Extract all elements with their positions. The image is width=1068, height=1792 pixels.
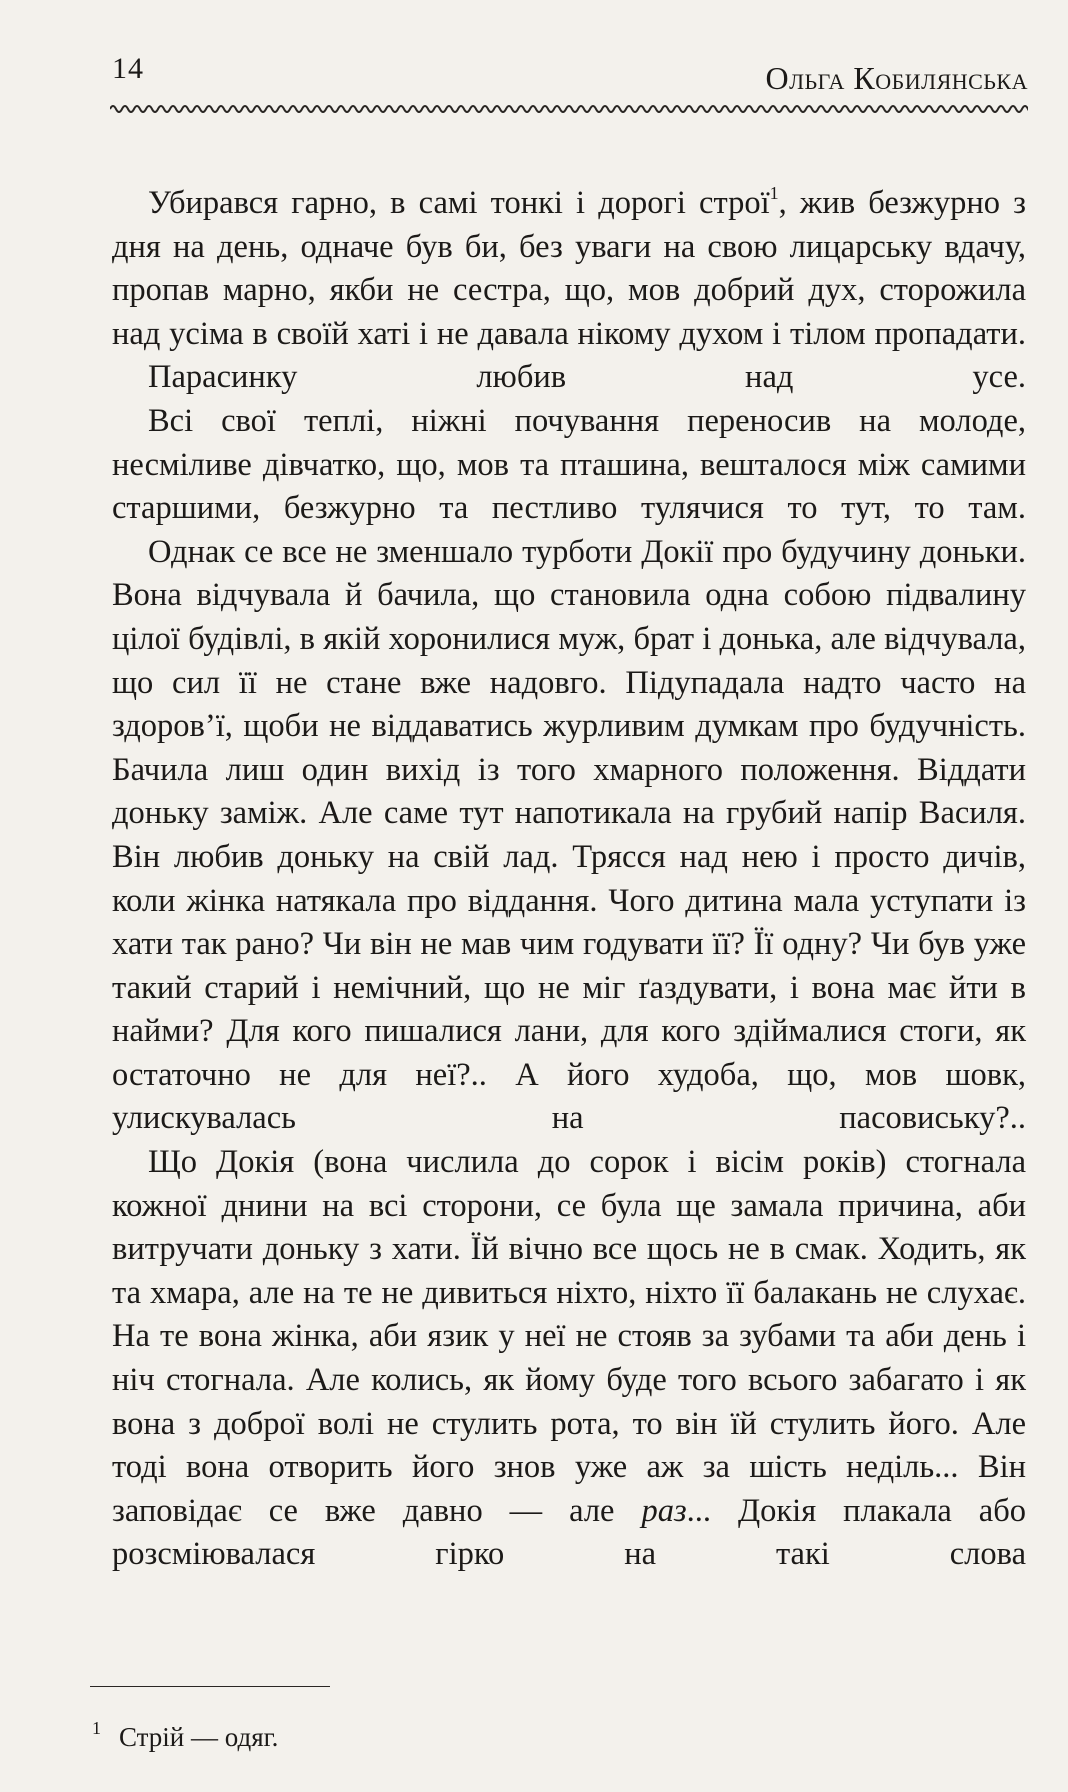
footnote-text: Стрій — одяг.: [119, 1722, 279, 1752]
footnote-reference: 1: [769, 183, 779, 203]
paragraph: Убирався гарно, в самі тонкі і дорогі строї$^1$, жив безжурно з дня на день, одначе був би, без уваги на свою лицарську вдачу, пропав марно, якби не сестра, що, мов добрий дух, сторожила над усіма в своїй хаті і не давала нікому духом і тілом пропадати.: [112, 183, 1026, 352]
footnote-rule: [90, 1686, 330, 1687]
paragraph: Всі свої теплі, ніжні почування переносив на молоде, несміливе дівчатко, що, мов та пташина, вешталося між самими старшими, безжурно та пестливо тулячися то тут, то там.: [112, 402, 1026, 527]
paragraph: Парасинку любив над усе.: [148, 359, 1026, 396]
running-head: Ольга Кобилянська: [765, 60, 1028, 96]
paragraph: Однак се все не зменшало турботи Докії про будучину доньки. Вона відчувала й бачила, що становила одна собою підвалину цілої будівлі, в якій хоронилися муж, брат і донька, але відчувала, що сил її не стане вже надовго. Підупадала надто часто на здоров’ї, щоби не віддаватись журливим думкам про будучність. Бачила лиш один вихід із того хмарного положення. Віддати доньку заміж. Але саме тут напотикала на грубий напір Василя. Він любив доньку на свій лад. Трясся над нею і просто дичів, коли жінка натякала про віддання. Чого дитина мала уступати із хати так рано? Чи він не мав чим годувати її? Її одну? Чи був уже такий старий і немічний, що не міг ґаздувати, і вона має йти в найми? Для кого пишалися лани, для кого здіймалися стоги, як остаточно не для неї?.. А його худоба, що, мов шовк, улискувалась на пасовиську?..: [112, 533, 1026, 1137]
footnote-mark: 1: [92, 1718, 101, 1738]
footnote: [92, 1718, 278, 1753]
page-number: 14: [112, 52, 144, 85]
body-text: [112, 182, 1026, 1577]
wavy-rule-divider: [110, 100, 1028, 118]
paragraph: Що Докія (вона числила до сорок і вісім років) стогнала кожної днини на всі сторони, се була ще замала причина, аби витручати доньку з хати. Їй вічно все щось не в смак. Ходить, як та хмара, але на те не дивиться ніхто, ніхто її балакань не слухає. На те вона жінка, аби язик у неї не стояв за зубами та аби день і ніч стогнала. Але колись, як йому буде того всього забагато і як вона з доброї волі не стулить рота, то він їй стулить його. Але тоді вона отворить його знов уже аж за шість неділь... Він заповідає се вже давно — але раз... Докія плакала або розсміювалася гірко на такі слова: [112, 1144, 1026, 1573]
italic-word: раз: [641, 1492, 687, 1529]
